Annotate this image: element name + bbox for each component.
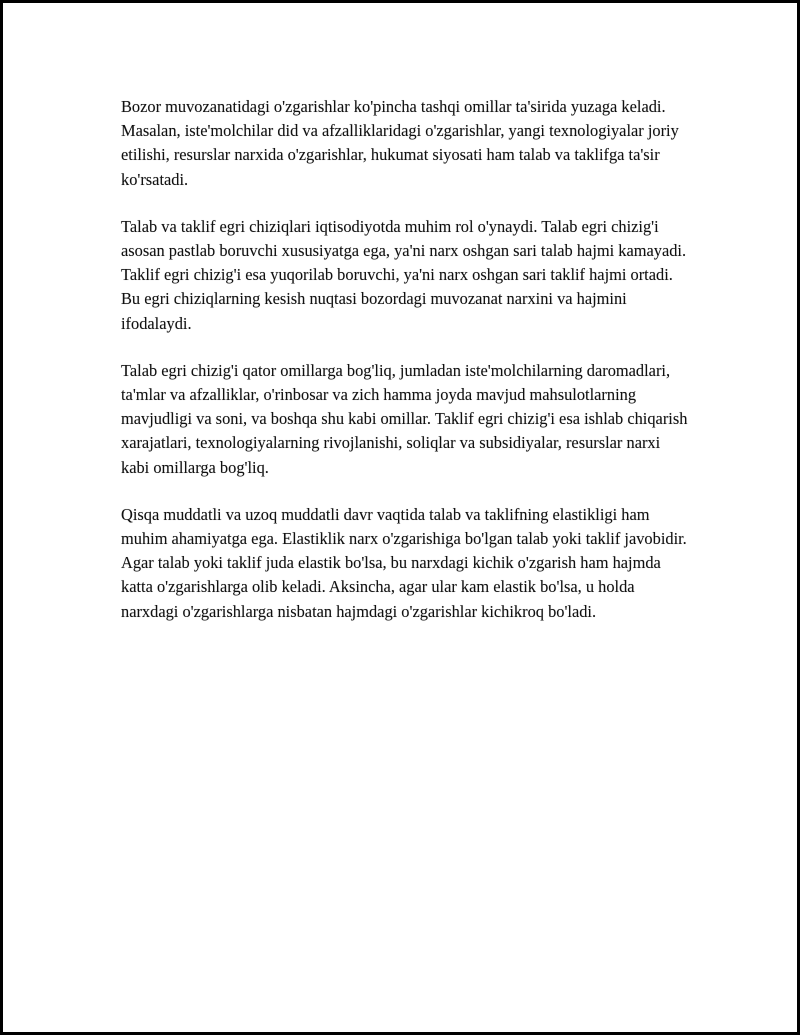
paragraph-1: Bozor muvozanatidagi o'zgarishlar ko'pincha tashqi omillar ta'sirida yuzaga keladi. Masalan, iste'molchilar did va afzalliklaridagi o'zgarishlar, yangi texnologiyalar joriy etilishi, resurslar narxida o'zgarishlar, hukumat siyosati ham talab va taklifga ta'sir ko'rsatadi. (121, 97, 679, 189)
paragraph-2: Talab va taklif egri chiziqlari iqtisodiyotda muhim rol o'ynaydi. Talab egri chizig'i asosan pastlab boruvchi xususiyatga ega, ya'ni narx oshgan sari talab hajmi kamayadi. Taklif egri chizig'i esa yuqorilab boruvchi, ya'ni narx oshgan sari taklif hajmi ortadi. Bu egri chiziqlarning kesish nuqtasi bozordagi muvozanat narxini va hajmini ifodalaydi. (121, 216, 687, 333)
paragraph-3: Talab egri chizig'i qator omillarga bog'liq, jumladan iste'molchilarning daromadlari, ta'mlar va afzalliklar, o'rinbosar va zich hamma joyda mavjud mahsulotlarning mavjudligi va soni, va boshqa shu kabi omillar. Taklif egri chizig'i esa ishlab chiqarish xarajatlari, texnologiyalarning rivojlanishi, soliqlar va subsidiyalar, resurslar narxi kabi omillarga bog'liq. (121, 360, 688, 477)
document-body (121, 95, 691, 647)
paragraph-4: Qisqa muddatli va uzoq muddatli davr vaqtida talab va taklifning elastikligi ham muhim ahamiyatga ega. Elastiklik narx o'zgarishiga bo'lgan talab yoki taklif javobidir. Agar talab yoki taklif juda elastik bo'lsa, bu narxdagi kichik o'zgarish ham hajmda katta o'zgarishlarga olib keladi. Aksincha, agar ular kam elastik bo'lsa, u holda narxdagi o'zgarishlarga nisbatan hajmdagi o'zgarishlar kichikroq bo'ladi. (121, 504, 687, 621)
